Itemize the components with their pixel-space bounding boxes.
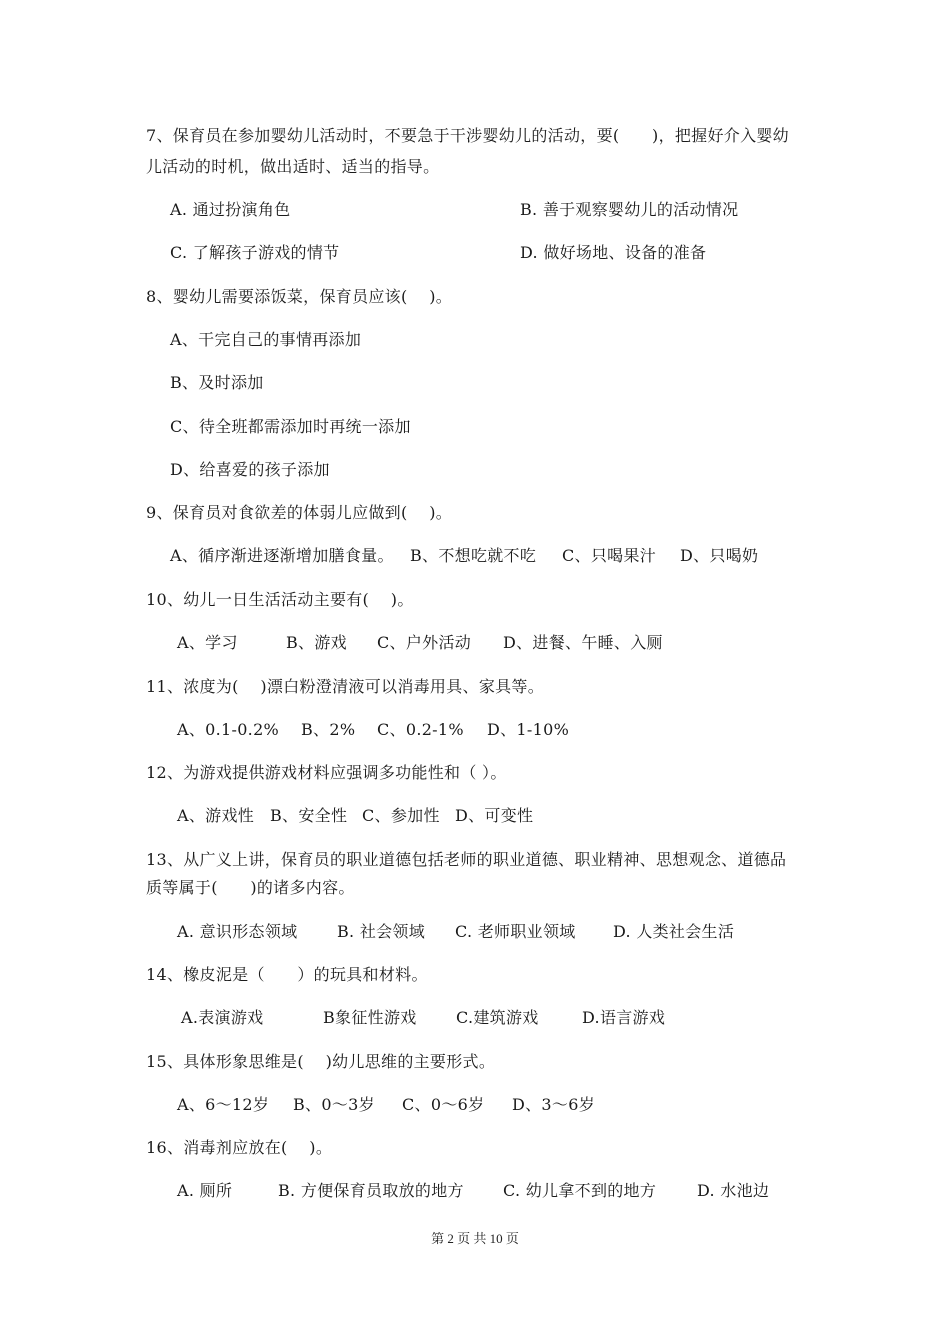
question-9-option-a: A、循序渐进逐渐增加膳食量。	[170, 546, 394, 565]
question-7-option-a: A. 通过扮演角色	[170, 200, 291, 219]
question-7-stem-line-2: 儿活动的时机，做出适时、适当的指导。	[146, 157, 440, 176]
question-16-option-b: B. 方便保育员取放的地方	[278, 1181, 464, 1200]
question-11-option-b: B、2%	[301, 720, 356, 739]
question-14-option-d: D.语言游戏	[582, 1008, 666, 1027]
question-15-option-a: A、6～12岁	[177, 1095, 270, 1114]
question-14-stem: 14、橡皮泥是（ ）的玩具和材料。	[146, 965, 428, 984]
question-11-option-c: C、0.2-1%	[377, 720, 464, 739]
question-7-stem-line-1: 7、保育员在参加婴幼儿活动时，不要急于干涉婴幼儿的活动，要( )，把握好介入婴幼	[146, 126, 789, 145]
question-13-option-a: A. 意识形态领域	[177, 922, 298, 941]
page-footer: 第 2 页 共 10 页	[431, 1231, 519, 1246]
question-12-option-c: C、参加性	[362, 806, 440, 825]
question-13-stem-line-1: 13、从广义上讲，保育员的职业道德包括老师的职业道德、职业精神、思想观念、道德品	[146, 850, 787, 869]
question-10-option-b: B、游戏	[286, 633, 347, 652]
question-14-option-c: C.建筑游戏	[456, 1008, 539, 1027]
question-7-option-d: D. 做好场地、设备的准备	[520, 243, 707, 262]
question-7-option-b: B. 善于观察婴幼儿的活动情况	[520, 200, 739, 219]
question-13-option-d: D. 人类社会生活	[613, 922, 735, 941]
question-15-option-d: D、3～6岁	[512, 1095, 595, 1114]
question-8-option-c: C、待全班都需添加时再统一添加	[170, 417, 411, 436]
question-13-option-c: C. 老师职业领域	[455, 922, 576, 941]
question-15-stem: 15、具体形象思维是( )幼儿思维的主要形式。	[146, 1052, 496, 1071]
question-16-option-d: D. 水池边	[697, 1181, 770, 1200]
question-12-option-a: A、游戏性	[177, 806, 255, 825]
question-13-stem-line-2: 质等属于( )的诸多内容。	[146, 878, 355, 897]
question-15-option-c: C、0～6岁	[402, 1095, 485, 1114]
question-9-option-b: B、不想吃就不吃	[410, 546, 537, 565]
question-13-option-b: B. 社会领域	[337, 922, 426, 941]
question-14-option-a: A.表演游戏	[181, 1008, 264, 1027]
question-12-stem: 12、为游戏提供游戏材料应强调多功能性和（ ）。	[146, 763, 507, 782]
question-12-option-d: D、可变性	[455, 806, 534, 825]
question-8-stem: 8、婴幼儿需要添饭菜，保育员应该( )。	[146, 287, 453, 306]
question-8-option-b: B、及时添加	[170, 373, 264, 392]
question-16-option-c: C. 幼儿拿不到的地方	[503, 1181, 657, 1200]
question-10-option-c: C、户外活动	[377, 633, 472, 652]
question-16-option-a: A. 厕所	[177, 1181, 233, 1200]
question-10-stem: 10、幼儿一日生活活动主要有( )。	[146, 590, 414, 609]
question-11-option-a: A、0.1-0.2%	[177, 720, 280, 739]
question-14-option-b: B象征性游戏	[323, 1008, 417, 1027]
question-9-stem: 9、保育员对食欲差的体弱儿应做到( )。	[146, 503, 453, 522]
question-12-option-b: B、安全性	[270, 806, 348, 825]
question-16-stem: 16、消毒剂应放在( )。	[146, 1138, 333, 1157]
question-11-option-d: D、1-10%	[487, 720, 570, 739]
question-8-option-a: A、干完自己的事情再添加	[170, 330, 362, 349]
question-8-option-d: D、给喜爱的孩子添加	[170, 460, 330, 479]
question-11-stem: 11、浓度为( )漂白粉澄清液可以消毒用具、家具等。	[146, 677, 545, 696]
question-7-option-c: C. 了解孩子游戏的情节	[170, 243, 340, 262]
question-9-option-d: D、只喝奶	[680, 546, 759, 565]
question-10-option-d: D、进餐、午睡、入厕	[503, 633, 663, 652]
question-15-option-b: B、0～3岁	[293, 1095, 375, 1114]
question-9-option-c: C、只喝果汁	[562, 546, 657, 565]
question-10-option-a: A、学习	[177, 633, 238, 652]
